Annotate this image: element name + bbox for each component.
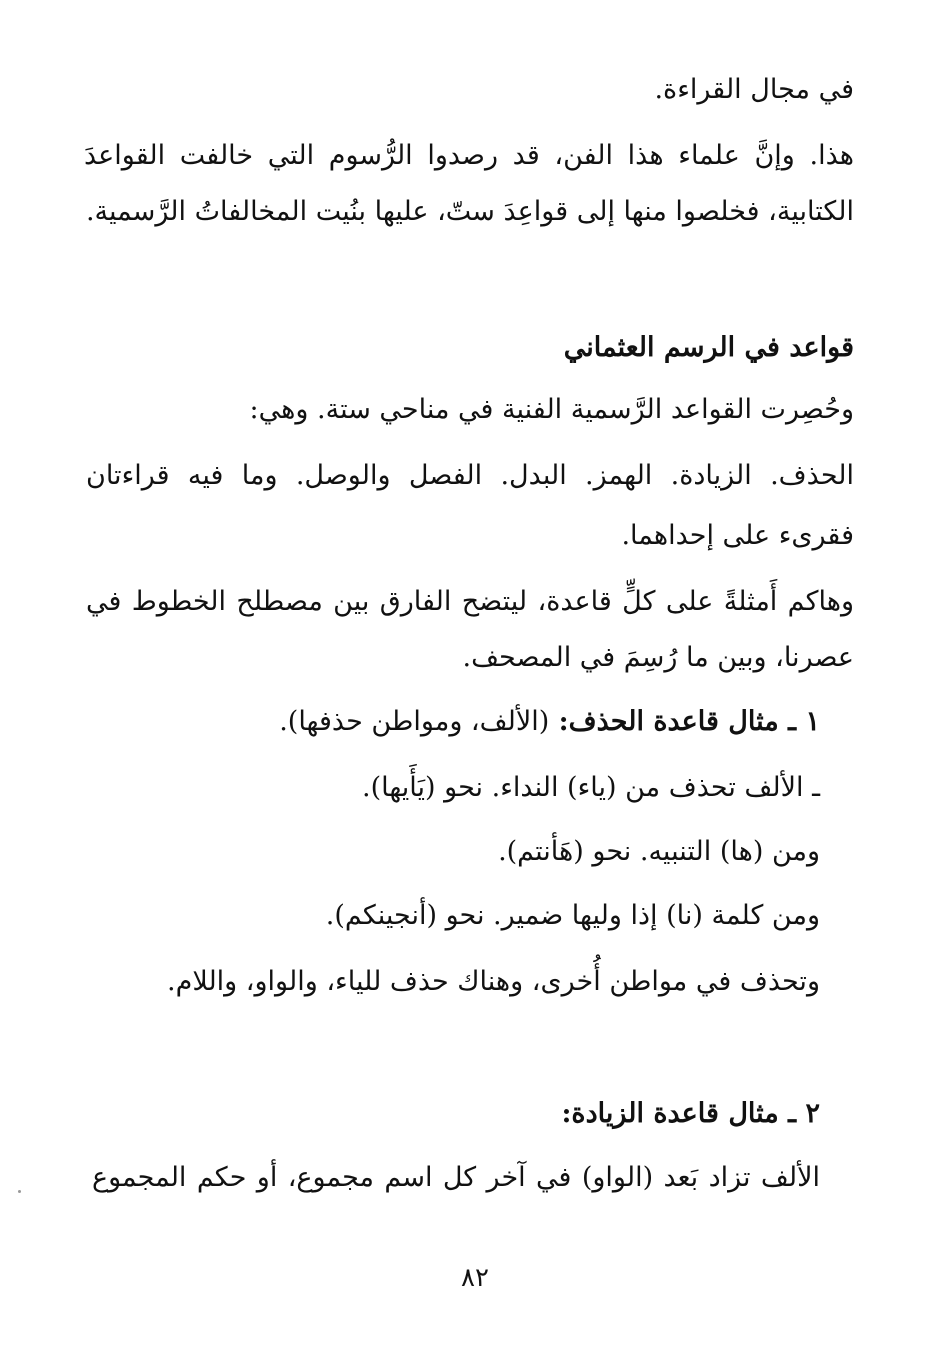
page-number: ٨٢ [461, 1263, 489, 1293]
scan-speck [18, 1190, 21, 1193]
example-heading-1-label: ١ ـ مثال قاعدة الحذف: [549, 706, 820, 737]
example-heading-1-note: (الألف، ومواطن حذفها). [279, 706, 550, 737]
text-line-7: وهاكم أَمثلةً على كلٍّ قاعدة، ليتضح الفارق بين مصطلح الخطوط في [86, 586, 854, 617]
text-line-4: وحُصِرت القواعد الرَّسمية الفنية في مناحي ستة. وهي: [249, 394, 854, 425]
text-line-6: فقرىء على إحداهما. [621, 520, 854, 551]
example-heading-2: ٢ ـ مثال قاعدة الزيادة: [561, 1098, 820, 1129]
text-line-1: في مجال القراءة. [654, 74, 854, 105]
text-line-2: هذا. وإنَّ علماء هذا الفن، قد رصدوا الرُّسوم التي خالفت القواعدَ [84, 140, 854, 171]
text-line-3: الكتابية، فخلصوا منها إلى قواعِدَ ستّ، عليها بنُيت المخالفاتُ الرَّسمية. [85, 196, 854, 227]
section-heading: قواعد في الرسم العثماني [563, 332, 854, 363]
text-line-11: ومن كلمة (نا) إذا وليها ضمير. نحو (أنجينكم). [325, 900, 820, 931]
text-line-12: وتحذف في مواطن أُخرى، وهناك حذف للياء، والواو، واللام. [167, 966, 820, 997]
text-line-8: عصرنا، وبين ما رُسِمَ في المصحف. [462, 642, 854, 673]
text-line-9: ـ الألف تحذف من (ياء) النداء. نحو (يَأَيها). [362, 772, 820, 803]
text-line-5: الحذف. الزيادة. الهمز. البدل. الفصل والوصل. وما فيه قراءتان [86, 460, 854, 491]
text-line-13: الألف تزاد بَعد (الواو) في آخر كل اسم مجموع، أو حكم المجموع [92, 1162, 820, 1193]
text-line-10: ومن (ها) التنبيه. نحو (هَأنتم). [498, 836, 820, 867]
example-heading-1 [279, 702, 820, 742]
